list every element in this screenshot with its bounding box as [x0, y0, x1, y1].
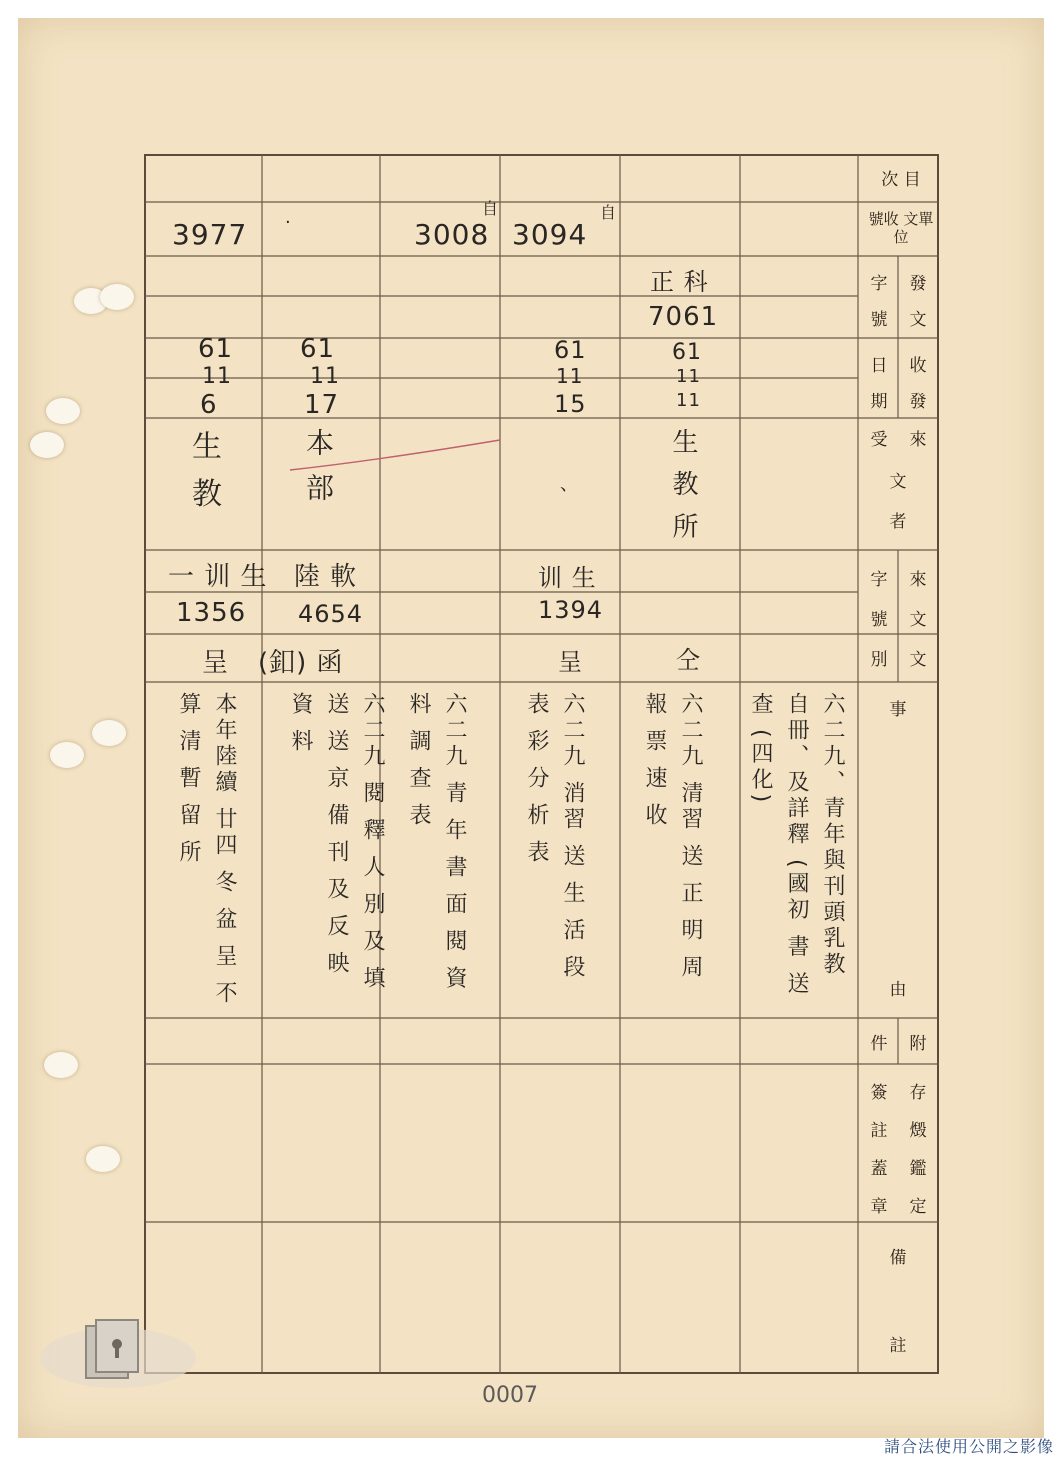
header-sender-left: 受	[870, 430, 888, 450]
sender-2: 本 部	[302, 428, 335, 505]
date-3-year: 61	[554, 336, 587, 364]
header-remark-bottom: 註	[889, 1336, 907, 1356]
entry-number-3: 3008	[414, 218, 490, 251]
header-recv-unit: 號收 文單 位	[868, 210, 934, 246]
entry-number-4: 3094	[512, 218, 588, 251]
subject-2: 六二九 清習 送 正 明 周 報 票 速 收	[642, 692, 703, 981]
date-4-month: 11	[676, 366, 701, 387]
subject-1: 六二九、青年與刊頭乳教 自冊、及詳釋 (國初 書 送 查 (四化)	[748, 692, 845, 998]
type-4: 仝	[676, 646, 701, 674]
incoming-1-num: 1356	[176, 598, 247, 628]
sender-3: 、	[560, 474, 579, 495]
header-sender-bottom: 者	[889, 512, 907, 532]
header-date-right: 收 發	[909, 356, 927, 412]
entry-number-1: 3977	[172, 218, 248, 251]
date-1-month: 11	[202, 364, 232, 389]
header-incoming-left: 字 號	[870, 570, 888, 630]
usage-watermark: 請合法使用公開之影像	[883, 1437, 1054, 1456]
date-4-year: 61	[672, 340, 702, 365]
header-date-left: 日 期	[870, 356, 888, 412]
header-type-left: 別	[870, 650, 888, 670]
date-2-month: 11	[310, 364, 340, 389]
header-attach-left: 件	[870, 1034, 888, 1054]
incoming-3-num: 1394	[538, 596, 604, 624]
sender-4: 生 教 所	[668, 428, 698, 543]
entry-note-2: 自	[600, 203, 618, 222]
type-1: 呈	[202, 648, 230, 678]
header-subject-top: 事	[889, 700, 907, 720]
header-sender-right: 來	[909, 430, 927, 450]
header-order: 次 目	[881, 170, 921, 190]
date-2-year: 61	[300, 334, 336, 364]
incoming-2-word: 陸 軟	[294, 562, 358, 592]
subject-3: 六二九 消習 送 生 活 段 表 彩 分 析 表	[524, 692, 585, 981]
incoming-2-num: 4654	[298, 600, 364, 628]
header-archive-1: 存 燬 鑑 定	[909, 1083, 927, 1217]
header-sender-mid: 文	[889, 472, 907, 492]
date-4-day: 11	[676, 390, 701, 411]
date-1-day: 6	[200, 390, 218, 420]
entry-number-2: ·	[285, 212, 292, 233]
date-1-year: 61	[198, 334, 234, 364]
date-3-month: 11	[556, 364, 584, 388]
date-2-day: 17	[304, 390, 340, 420]
subject-4: 六二九 青 年 書 面 閱 資 料 調 查 表	[406, 692, 467, 992]
type-3: 呈	[558, 648, 583, 676]
entry-note-1: 自	[482, 199, 500, 218]
send-number-dept: 正 科	[650, 268, 709, 296]
sender-1: 生 教	[186, 430, 221, 512]
header-send-num-right: 發 文	[909, 274, 927, 330]
incoming-3-word: 训 生	[538, 564, 597, 592]
subject-5: 六二九 閱 釋 人 別 及 填 送 送 京 備 刊 及 反 映 資 料	[288, 692, 385, 992]
header-send-num-left: 字 號	[870, 274, 888, 330]
page-stamp-number: 0007	[482, 1383, 538, 1408]
type-2: (釦) 函	[258, 648, 344, 678]
archive-logo-icon	[38, 1310, 198, 1390]
send-number-value: 7061	[648, 302, 719, 332]
header-archive-2: 簽 註 蓋 章	[870, 1083, 888, 1217]
incoming-1-word: 一 训 生	[168, 562, 268, 592]
date-3-day: 15	[554, 390, 587, 418]
subject-6: 本年陸續 廿四 冬 盆 呈 不 算 清 暫 留 所	[176, 692, 237, 1007]
header-remark-top: 備	[889, 1248, 907, 1268]
header-incoming-right: 來 文	[909, 570, 927, 630]
header-subject-bottom: 由	[889, 980, 907, 1000]
header-type-right: 文	[909, 650, 927, 670]
header-attach-right: 附	[909, 1034, 927, 1054]
